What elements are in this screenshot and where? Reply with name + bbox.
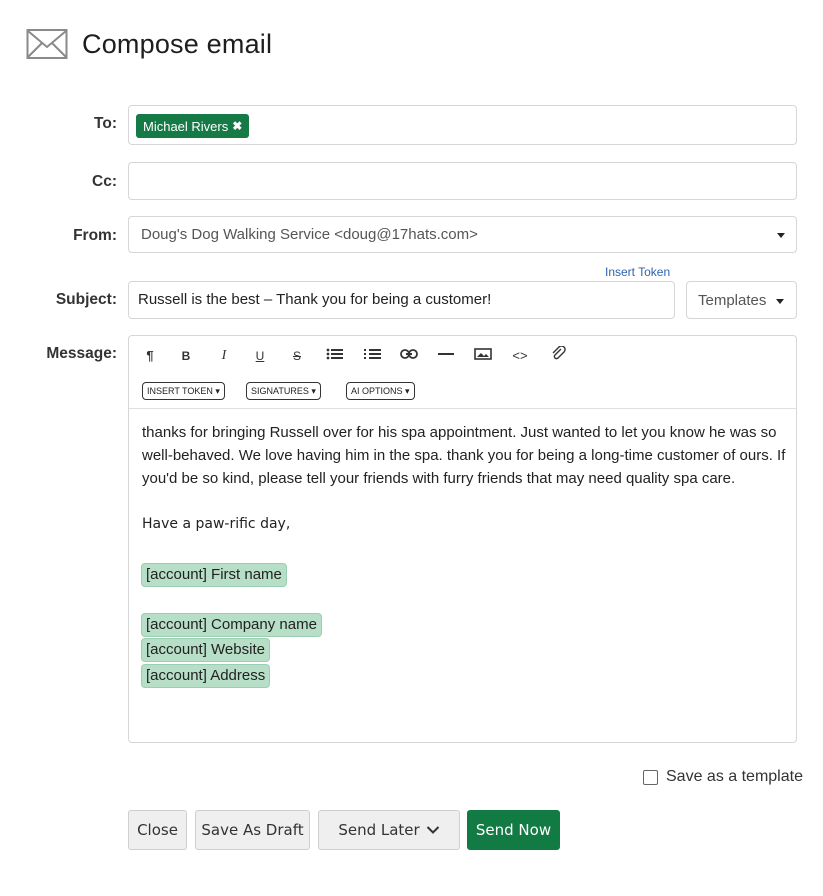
insert-token-dropdown[interactable]: INSERT TOKEN ▾: [142, 382, 225, 400]
token-website[interactable]: [account] Website: [141, 638, 270, 662]
remove-recipient-icon[interactable]: ✖: [232, 119, 243, 133]
send-later-label: Send Later: [338, 821, 420, 839]
signatures-dropdown[interactable]: SIGNATURES ▾: [246, 382, 321, 400]
attachment-icon[interactable]: [548, 346, 568, 366]
page-header: [26, 27, 272, 61]
toolbar-divider: [129, 408, 796, 409]
close-button[interactable]: [128, 810, 187, 850]
close-button-label: Close: [137, 821, 178, 839]
message-body: thanks for bringing Russell over for his spa appointment. Just wanted to let you know he was so well-behaved. We love having him in the spa. thank you for being a long-time customer of ours. If you'd be so kind, please tell your friends with furry friends that may need quality spa care.: [142, 424, 786, 487]
token-address[interactable]: [account] Address: [141, 664, 270, 688]
link-icon[interactable]: [399, 346, 419, 366]
from-value: Doug's Dog Walking Service <doug@17hats.com>: [141, 226, 478, 243]
save-as-template-checkbox[interactable]: [643, 770, 658, 785]
chevron-down-icon: [426, 825, 440, 835]
paragraph-icon[interactable]: ¶: [146, 348, 154, 363]
insert-token-link[interactable]: Insert Token: [605, 265, 671, 279]
from-select[interactable]: [128, 216, 797, 253]
ai-options-dropdown[interactable]: AI OPTIONS ▾: [346, 382, 415, 400]
cc-label: Cc:: [92, 173, 117, 190]
save-as-template-label: Save as a template: [666, 768, 803, 785]
numbered-list-icon[interactable]: [363, 346, 383, 366]
page-title: Compose email: [82, 28, 273, 59]
underline-icon[interactable]: U: [255, 349, 265, 363]
send-later-button[interactable]: [318, 810, 460, 850]
send-now-label: Send Now: [475, 821, 552, 839]
subject-value: Russell is the best – Thank you for being a customer!: [138, 291, 492, 308]
save-as-draft-label: Save As Draft: [201, 821, 304, 839]
bold-icon[interactable]: B: [181, 349, 191, 363]
message-label: Message:: [46, 345, 117, 362]
bullet-list-icon[interactable]: [325, 346, 345, 366]
save-as-draft-button[interactable]: [195, 810, 310, 850]
templates-label: Templates: [698, 292, 767, 309]
to-field[interactable]: [128, 105, 797, 145]
recipient-chip: [136, 114, 249, 138]
to-label: To:: [94, 115, 117, 132]
from-label: From:: [73, 227, 117, 244]
send-now-button[interactable]: [467, 810, 560, 850]
token-company-name[interactable]: [account] Company name: [141, 613, 322, 637]
italic-icon[interactable]: I: [221, 348, 227, 363]
recipient-name: Michael Rivers: [143, 118, 229, 134]
strikethrough-icon[interactable]: S: [292, 349, 301, 363]
cc-field[interactable]: [128, 162, 797, 200]
image-icon[interactable]: [473, 346, 493, 366]
chevron-down-icon: [777, 233, 785, 238]
templates-dropdown[interactable]: [686, 281, 797, 319]
code-icon[interactable]: <>: [512, 348, 528, 363]
token-first-name[interactable]: [account] First name: [141, 563, 287, 587]
save-as-template-option[interactable]: [643, 768, 803, 786]
horizontal-rule-icon[interactable]: [436, 346, 456, 366]
chevron-down-icon: [776, 299, 784, 304]
message-sign-off: Have a paw-rific day,: [142, 516, 291, 532]
mail-icon: [26, 27, 68, 61]
subject-input[interactable]: [128, 281, 675, 319]
subject-label: Subject:: [55, 291, 117, 308]
message-editor[interactable]: [128, 335, 797, 743]
